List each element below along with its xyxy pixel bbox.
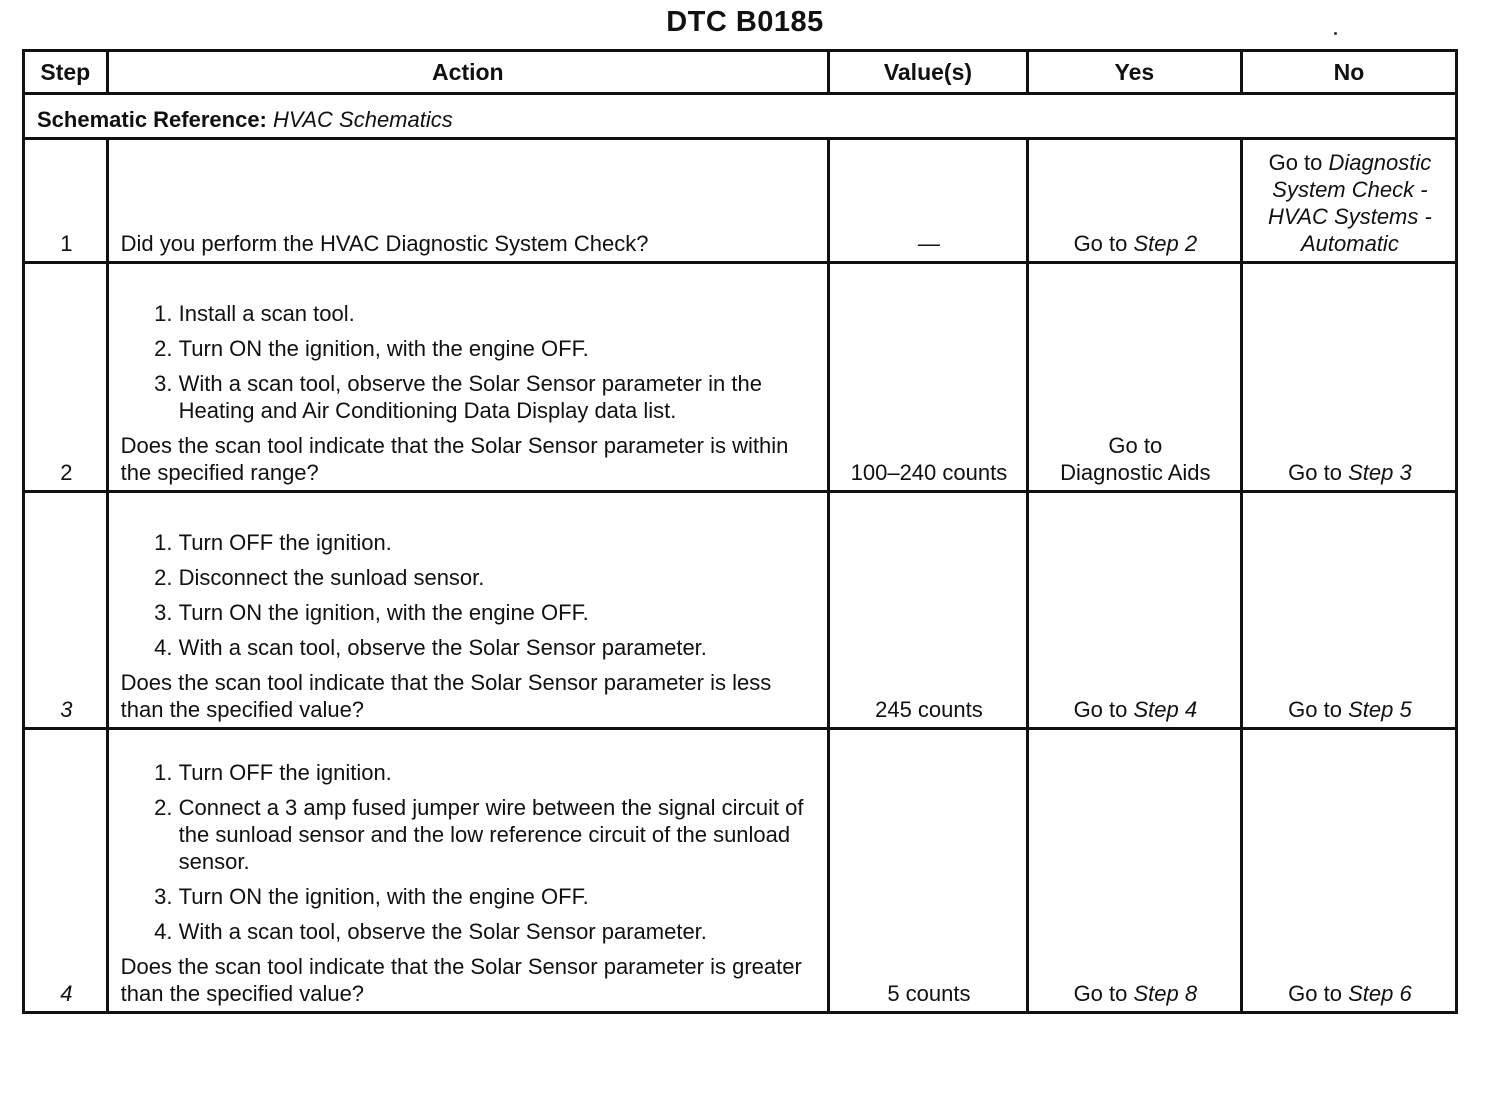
action-step: 3. Turn ON the ignition, with the engine OFF. (179, 883, 817, 910)
no-cell (1241, 729, 1456, 1013)
action-cell (107, 729, 828, 1013)
step-number: 2 (24, 263, 108, 492)
header-step: Step (24, 51, 108, 94)
yes-prefix: Go to (1073, 697, 1128, 722)
action-question: Does the scan tool indicate that the Solar Sensor parameter is greater than the specified value? (120, 954, 802, 1006)
no-target-link: Step 3 (1348, 460, 1412, 485)
action-step: 3. Turn ON the ignition, with the engine OFF. (179, 599, 817, 626)
yes-cell (1027, 139, 1241, 263)
action-step: 1. Turn OFF the ignition. (179, 759, 817, 786)
action-steps-list (121, 300, 817, 424)
table-row (24, 139, 1457, 263)
no-prefix: Go to (1288, 981, 1342, 1006)
step-number: 1 (24, 139, 108, 263)
action-steps-list (121, 759, 817, 945)
action-cell (107, 492, 828, 729)
no-target-link: Step 5 (1348, 697, 1412, 722)
no-cell (1241, 492, 1456, 729)
value-cell: 5 counts (829, 729, 1028, 1013)
table-row (24, 263, 1457, 492)
yes-target-link: Diagnostic Aids (1060, 460, 1211, 485)
yes-target-link: Step 8 (1133, 981, 1198, 1006)
step-number: 3 (24, 492, 108, 729)
no-cell (1241, 263, 1456, 492)
header-row (24, 51, 1457, 94)
header-no: No (1241, 51, 1456, 94)
no-prefix: Go to (1268, 150, 1323, 175)
no-target-link: Step 6 (1348, 981, 1412, 1006)
yes-cell (1027, 729, 1241, 1013)
value-cell: 100–240 counts (829, 263, 1028, 492)
schematic-reference-row (24, 94, 1457, 139)
table-row (24, 729, 1457, 1013)
header-action: Action (107, 51, 828, 94)
action-step: 2. Disconnect the sunload sensor. (179, 564, 817, 591)
yes-cell (1027, 263, 1241, 492)
action-question: Does the scan tool indicate that the Solar Sensor parameter is within the specified range? (120, 433, 789, 485)
action-step: 4. With a scan tool, observe the Solar Sensor parameter. (179, 918, 817, 945)
yes-prefix: Go to (1073, 231, 1128, 256)
action-step: 1. Install a scan tool. (179, 300, 817, 327)
schematic-reference (24, 94, 1457, 139)
value-cell: — (829, 139, 1028, 263)
diagnostic-table (22, 49, 1458, 1014)
header-yes: Yes (1027, 51, 1241, 94)
action-cell (107, 139, 828, 263)
no-prefix: Go to (1288, 697, 1342, 722)
yes-target-link: Step 4 (1133, 697, 1198, 722)
schematic-reference-label: Schematic Reference: (37, 107, 267, 132)
no-prefix: Go to (1288, 460, 1342, 485)
action-question: Did you perform the HVAC Diagnostic System Check? (120, 231, 649, 256)
action-step: 1. Turn OFF the ignition. (179, 529, 817, 556)
action-cell (107, 263, 828, 492)
yes-target-link: Step 2 (1133, 231, 1198, 256)
yes-cell (1027, 492, 1241, 729)
value-cell: 245 counts (829, 492, 1028, 729)
no-target-link: Diagnostic System Check - HVAC Systems - Automatic (1268, 150, 1432, 256)
action-step: 2. Connect a 3 amp fused jumper wire between the signal circuit of the sunload sensor and the low reference circuit of the sunload sensor. (179, 794, 817, 875)
action-step: 3. With a scan tool, observe the Solar Sensor parameter in the Heating and Air Conditioning Data Display data list. (179, 370, 817, 424)
action-question: Does the scan tool indicate that the Solar Sensor parameter is less than the specified value? (120, 670, 772, 722)
step-number: 4 (24, 729, 108, 1013)
yes-prefix: Go to (1108, 433, 1163, 458)
yes-prefix: Go to (1073, 981, 1128, 1006)
scan-speck (1334, 32, 1337, 35)
table-row (24, 492, 1457, 729)
no-cell (1241, 139, 1456, 263)
action-step: 4. With a scan tool, observe the Solar Sensor parameter. (179, 634, 817, 661)
action-steps-list (121, 529, 817, 661)
schematic-reference-link: HVAC Schematics (273, 107, 453, 132)
document-title: DTC B0185 (666, 6, 824, 38)
action-step: 2. Turn ON the ignition, with the engine OFF. (179, 335, 817, 362)
header-values: Value(s) (829, 51, 1028, 94)
